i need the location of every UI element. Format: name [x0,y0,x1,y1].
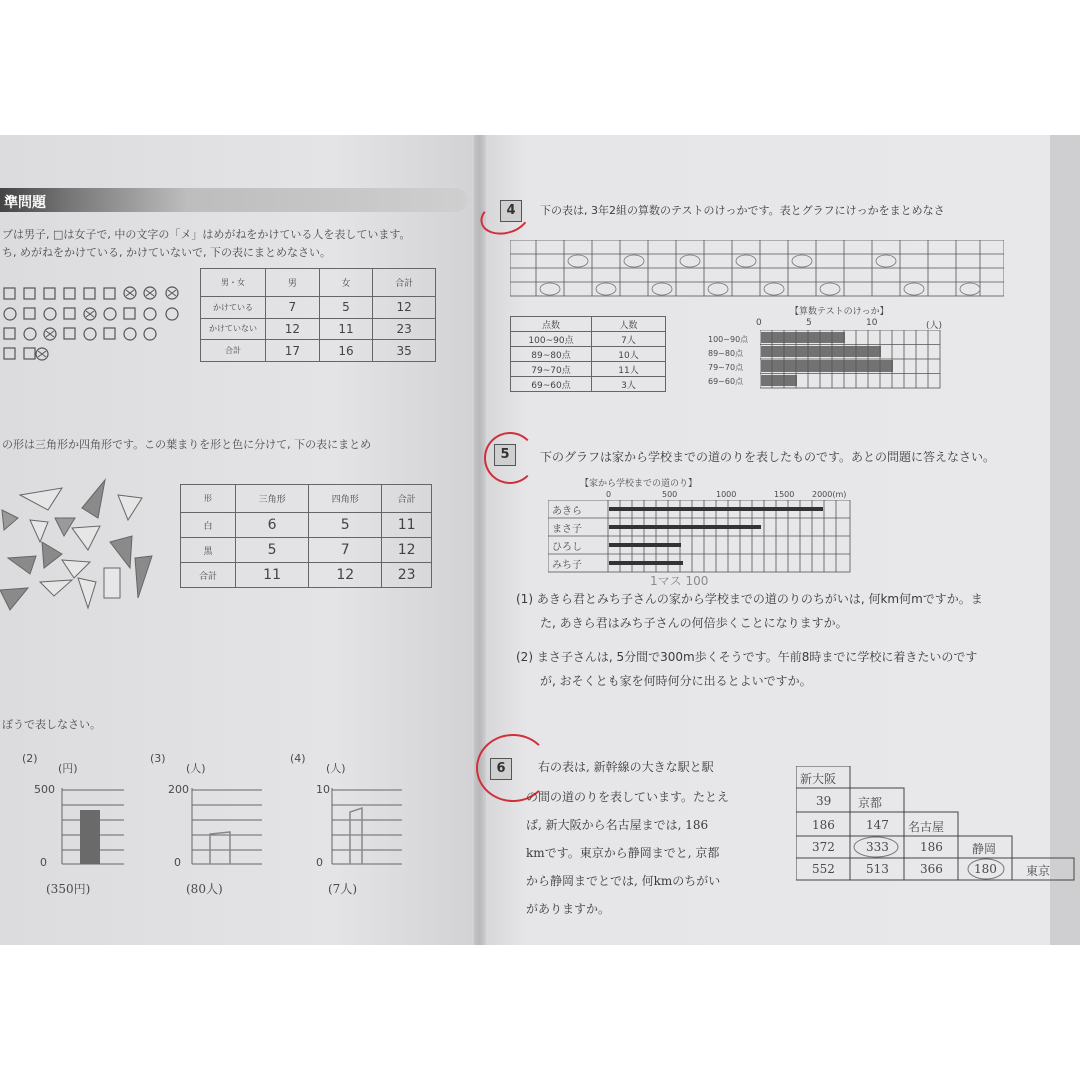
glasses-table [200,268,436,362]
chart3-caption: (80人) [186,882,223,896]
chart3-num: (3) [150,752,166,765]
chart3-max: 200 [168,783,189,796]
chart4-grid [330,788,404,868]
table-cell: 3人 [592,377,666,392]
q5-bar-hiroshi [609,543,681,547]
q5-name: みち子 [552,560,582,571]
table-cell: 7人 [592,332,666,347]
shapes-cluster [0,470,165,620]
header-cell: 女 [319,269,373,297]
table-corner [201,269,266,297]
q6-number: 6 [490,758,512,780]
distance-cell: 366 [920,862,943,876]
chart2-bar [80,810,100,864]
distance-cell: 372 [812,840,835,854]
red-circle-mark [484,432,536,484]
q6-line: から静岡までとでは, 何kmのちがい [526,874,721,888]
header-cell: 合計 [373,269,436,297]
q5-bar-masako [609,525,761,529]
q4-axis-0: 0 [756,318,762,328]
q4-bar [761,346,881,357]
chart4-bar [350,808,362,864]
chart2-caption: (350円) [46,882,91,896]
q4-bar [761,360,893,372]
chart3-unit: (人) [186,762,206,775]
shape-color-table [180,484,432,588]
q5-sub1-line1: (1) あきら君とみち子さんの家から学校までの道のりのちがいは, 何km何mですか。ま [516,592,983,606]
q6-line: の間の道のりを表しています。たとえ [526,790,730,804]
corner-label: 形 [204,494,212,503]
q4-row-label: 89~80点 [708,349,744,358]
table-cell: 7 [266,297,320,319]
q4-row-label: 100~90点 [708,335,749,344]
distance-cell: 333 [866,840,889,854]
header-cell: 人数 [592,317,666,332]
distance-cell: 513 [866,862,889,876]
table-cell: 100~90点 [511,332,592,347]
chart4-max: 10 [316,783,330,796]
station-label: 京都 [858,796,883,810]
q4-axis-5: 5 [806,318,812,328]
chart2-unit: (円) [58,762,78,775]
chart4-unit: (人) [326,762,346,775]
q5-axis: 500 [662,490,678,499]
q4-results-grid [510,240,1004,298]
table-corner [181,485,236,513]
chart3-zero: 0 [174,856,181,869]
table-cell: 79~70点 [511,362,592,377]
row-label: かけている [201,297,266,319]
distance-cell: 186 [920,840,943,854]
station-label: 静岡 [972,842,997,856]
corner-label: 男・女 [221,278,245,287]
section-banner [0,188,468,212]
q5-graph-title: 【家から学校までの道のり】 [580,479,698,489]
chart4-zero: 0 [316,856,323,869]
chart3-bar [210,832,230,864]
table-cell: 12 [382,538,432,563]
q5-bar-michiko [609,561,683,565]
header-cell: 男 [266,269,320,297]
q5-text: 下のグラフは家から学校までの道のりを表したものです。あとの問題に答えなさい。 [540,450,996,464]
table-cell: 12 [266,318,320,340]
q5-distance-graph [548,500,852,574]
row-label: 合計 [181,563,236,588]
q4-row-label: 79~70点 [708,363,744,372]
row-label: 合計 [201,340,266,362]
table-cell: 6 [236,513,309,538]
table-cell: 12 [373,297,436,319]
q6-line: がありますか。 [526,902,611,916]
q4-bar-graph [760,330,942,392]
q5-handwritten-note: 1マス 100 [650,574,709,588]
chart2-zero: 0 [40,856,47,869]
q6-line: kmです。東京から静岡までと, 京都 [526,846,720,860]
q5-axis: 1500 [774,490,795,499]
book-gutter [474,135,486,945]
table-cell: 69~60点 [511,377,592,392]
q4-graph-title: 【算数テストのけっか】 [790,307,889,317]
q5-sub2-line2: が, おそくとも家を何時何分に出るとよいですか。 [540,674,812,688]
table-cell: 5 [236,538,309,563]
q5-sub1-line2: た, あきら君はみち子さんの何倍歩くことになりますか。 [540,616,848,630]
distance-cell: 180 [974,862,997,876]
q4-score-table [510,316,666,392]
q5-axis: 2000(m) [812,490,847,499]
row-label: かけていない [201,318,266,340]
problem1-line1: ブは男子, □は女子で, 中の文字の「メ」はめがねをかけている人を表しています。 [2,228,411,241]
q4-axis-unit: (人) [926,321,943,331]
chart4-caption: (7人) [328,882,357,896]
q5-number: 5 [494,444,516,466]
distance-cell: 552 [812,862,835,876]
q6-line: ば, 新大阪から名古屋までは, 186 [526,818,709,832]
table-cell: 5 [309,513,382,538]
problem1-line2: ち, めがねをかけている, かけていないで, 下の表にまとめなさい。 [2,246,331,259]
chart2-max: 500 [34,783,55,796]
distance-cell: 186 [812,818,835,832]
table-cell: 5 [319,297,373,319]
chart2-grid [60,788,126,868]
header-cell: 三角形 [236,485,309,513]
distance-cell: 147 [866,818,889,832]
q4-bar [761,375,797,386]
station-label: 名古屋 [908,820,945,834]
q4-text: 下の表は, 3年2組の算数のテストのけっかです。表とグラフにけっかをまとめなさ [540,204,945,217]
header-cell: 点数 [511,317,592,332]
q5-axis: 0 [606,490,612,499]
row-label: 白 [181,513,236,538]
distance-cell: 39 [816,794,832,808]
table-cell: 12 [309,563,382,588]
table-cell: 11人 [592,362,666,377]
q5-name: まさ子 [552,524,582,535]
table-cell: 11 [319,318,373,340]
chart3-grid [190,788,264,868]
symbol-grid [0,282,190,378]
problem2-line: の形は三角形か四角形です。この葉まりを形と色に分けて, 下の表にまとめ [2,438,372,451]
chart2-num: (2) [22,752,38,765]
table-cell: 11 [382,513,432,538]
q5-bar-akira [609,507,823,511]
table-cell: 23 [373,318,436,340]
header-cell: 合計 [382,485,432,513]
table-cell: 23 [382,563,432,588]
row-label: 黒 [181,538,236,563]
q4-row-label: 69~60点 [708,377,744,386]
table-cell: 16 [319,340,373,362]
table-cell: 17 [266,340,320,362]
q5-name: ひろし [552,542,582,553]
q6-line: 右の表は, 新幹線の大きな駅と駅 [538,760,714,774]
table-cell: 89~80点 [511,347,592,362]
q6-distance-table [796,766,1076,882]
q4-number: 4 [500,200,522,222]
q4-bar [761,332,845,343]
table-cell: 11 [236,563,309,588]
problem3-line: ぼうで表しなさい。 [2,718,101,731]
chart4-num: (4) [290,752,306,765]
q5-name: あきら [552,506,582,517]
q5-axis: 1000 [716,490,737,499]
table-cell: 35 [373,340,436,362]
section-title: 準問題 [4,195,46,211]
q4-axis-10: 10 [866,318,878,328]
station-label: 新大阪 [800,772,837,786]
station-label: 東京 [1026,864,1051,878]
q5-sub2-line1: (2) まさ子さんは, 5分間で300m歩くそうです。午前8時までに学校に着きたいのです [516,650,978,664]
table-cell: 10人 [592,347,666,362]
header-cell: 四角形 [309,485,382,513]
table-cell: 7 [309,538,382,563]
